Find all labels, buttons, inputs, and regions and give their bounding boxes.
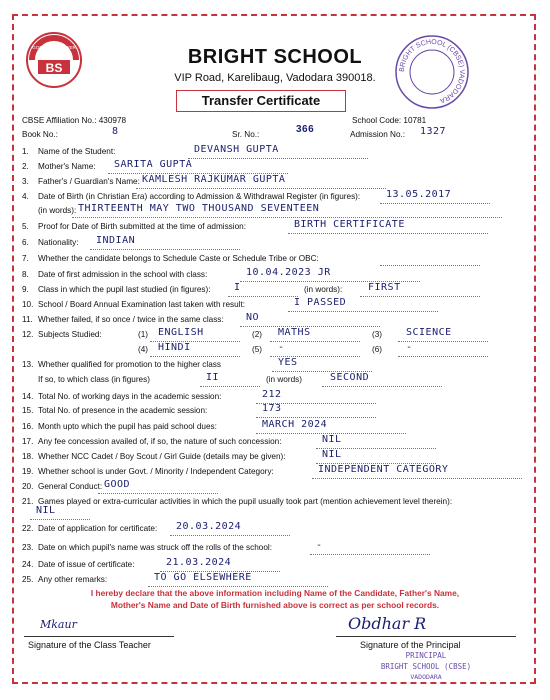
- row-number: 12.: [22, 330, 34, 339]
- teacher-signature-label: Signature of the Class Teacher: [28, 640, 151, 650]
- row-value: INDIAN: [96, 235, 136, 246]
- row-number: 4.: [22, 192, 29, 201]
- fill-line: [288, 233, 488, 234]
- row-value-words: FIRST: [368, 282, 401, 293]
- logo-motto: GOOD WILL POWER: [32, 45, 76, 50]
- row-value: 20.03.2024: [176, 521, 242, 532]
- subject-number: (5): [252, 345, 263, 354]
- row-label: Date of issue of certificate:: [38, 560, 135, 569]
- row-label: Any fee concession availed of, if so, the nature of such concession:: [38, 437, 282, 446]
- row-value: KAMLESH RAJKUMAR GUPTA: [142, 174, 286, 185]
- principal-signature-line: [336, 636, 516, 637]
- row-value: -: [316, 540, 323, 551]
- fill-line: [200, 386, 260, 387]
- row-value: YES: [278, 357, 298, 368]
- declaration-line-1: I hereby declare that the above information including Name of the Candidate, Father's Name,: [90, 588, 460, 598]
- row-value: BIRTH CERTIFICATE: [294, 219, 405, 230]
- row-label: Whether the candidate belongs to Schedule Caste or Schedule Tribe or OBC:: [38, 254, 319, 263]
- row-number: 21.: [22, 497, 34, 506]
- row-value: NO: [246, 312, 260, 323]
- fill-line: [310, 554, 430, 555]
- row-label: General Conduct:: [38, 482, 103, 491]
- row-label: Total No. of working days in the academic session:: [38, 392, 222, 401]
- row-label: Whether NCC Cadet / Boy Scout / Girl Guide (details may be given):: [38, 452, 286, 461]
- stamp-text: BRIGHT SCHOOL (CBSE) VADODARA: [398, 38, 466, 104]
- fill-line: [148, 586, 328, 587]
- row-label: Class in which the pupil last studied (in figures):: [38, 285, 211, 294]
- row-label: Whether failed, if so once / twice in the same class:: [38, 315, 224, 324]
- affiliation-label: CBSE Affiliation No.: 430978: [22, 116, 127, 125]
- row-value: 21.03.2024: [166, 557, 232, 568]
- principal-stamp-line-2: BRIGHT SCHOOL (CBSE): [380, 662, 472, 671]
- row-label: Whether qualified for promotion to the higher class: [38, 360, 221, 369]
- row-number: 23.: [22, 543, 34, 552]
- row-number: 3.: [22, 177, 29, 186]
- row-number: 22.: [22, 524, 34, 533]
- fill-line: [170, 535, 290, 536]
- fill-line: [270, 356, 360, 357]
- logo-text: BS: [45, 61, 63, 75]
- fill-line: [312, 478, 522, 479]
- school-name: BRIGHT SCHOOL: [187, 46, 363, 68]
- fill-line: [90, 249, 240, 250]
- row-number: 20.: [22, 482, 34, 491]
- fill-line: [72, 217, 502, 218]
- fill-line: [256, 417, 376, 418]
- subject-value: ENGLISH: [158, 327, 204, 338]
- subject-number: (2): [252, 330, 263, 339]
- row-label: If so, to which class (in figures): [38, 375, 150, 384]
- row-value: NIL: [322, 449, 342, 460]
- fill-line: [322, 386, 442, 387]
- row-value: II: [206, 372, 220, 383]
- row-number: 2.: [22, 162, 29, 171]
- subject-value: SCIENCE: [406, 327, 452, 338]
- subject-value: HINDI: [158, 342, 191, 353]
- row-label: Whether school is under Govt. / Minority / Independent Category:: [38, 467, 274, 476]
- row-number: 1.: [22, 147, 29, 156]
- row-value: DEVANSH GUPTA: [194, 144, 279, 155]
- certificate-title: Transfer Certificate: [176, 90, 346, 112]
- school-code-label: School Code: 10781: [352, 116, 427, 125]
- row-number: 5.: [22, 222, 29, 231]
- book-value: 8: [112, 126, 119, 137]
- fill-line: [188, 158, 368, 159]
- row-number: 24.: [22, 560, 34, 569]
- row-label: Mother's Name:: [38, 162, 96, 171]
- row-number: 18.: [22, 452, 34, 461]
- principal-signature: Obdhar R: [348, 614, 427, 633]
- fill-line: [360, 296, 480, 297]
- row-label: Proof for Date of Birth submitted at the time of admission:: [38, 222, 246, 231]
- school-address: VIP Road, Karelibaug, Vadodara 390018.: [174, 72, 376, 84]
- row-label: Date of first admission in the school with class:: [38, 270, 208, 279]
- principal-stamp-line-3: VADODARA: [410, 673, 442, 681]
- subject-number: (3): [372, 330, 383, 339]
- row-value: THIRTEENTH MAY TWO THOUSAND SEVENTEEN: [78, 203, 320, 214]
- sr-label: Sr. No.:: [232, 130, 260, 139]
- row-label-words: (in words): [266, 375, 302, 384]
- row-label: Nationality:: [38, 238, 79, 247]
- row-value-words: SECOND: [330, 372, 370, 383]
- row-number: 17.: [22, 437, 34, 446]
- declaration-line-2: Mother's Name and Date of Birth furnished above is correct as per school records.: [110, 600, 440, 610]
- admission-label: Admission No.:: [350, 130, 406, 139]
- row-number: 13.: [22, 360, 34, 369]
- subject-number: (4): [138, 345, 149, 354]
- fill-line: [30, 519, 90, 520]
- row-value: I: [234, 282, 241, 293]
- row-value: TO GO ELSEWHERE: [154, 572, 252, 583]
- fill-line: [136, 188, 386, 189]
- row-number: 6.: [22, 238, 29, 247]
- row-value: 13.05.2017: [386, 189, 452, 200]
- row-number: 8.: [22, 270, 29, 279]
- row-number: 16.: [22, 422, 34, 431]
- principal-signature-label: Signature of the Principal: [360, 640, 461, 650]
- admission-value: 1327: [420, 126, 447, 137]
- row-label: Father's / Guardian's Name:: [38, 177, 140, 186]
- row-label: Subjects Studied:: [38, 330, 102, 339]
- row-value: GOOD: [104, 479, 131, 490]
- subject-value: -: [406, 342, 413, 353]
- row-label: School / Board Annual Examination last taken with result:: [38, 300, 246, 309]
- fill-line: [150, 356, 240, 357]
- sr-value: 366: [296, 124, 315, 135]
- row-label: Any other remarks:: [38, 575, 108, 584]
- row-value: MARCH 2024: [262, 419, 328, 430]
- subject-number: (6): [372, 345, 383, 354]
- row-value: I PASSED: [294, 297, 347, 308]
- row-number: 19.: [22, 467, 34, 476]
- fill-line: [380, 265, 480, 266]
- row-value: NIL: [36, 505, 56, 516]
- row-label: Date of Birth (in Christian Era) according to Admission & Withdrawal Register (in figures):: [38, 192, 361, 201]
- subject-value: -: [278, 342, 285, 353]
- row-value: INDEPENDENT CATEGORY: [318, 464, 449, 475]
- book-label: Book No.:: [22, 130, 58, 139]
- row-number: 9.: [22, 285, 29, 294]
- fill-line: [398, 356, 488, 357]
- row-label: Games played or extra-curricular activities in which the pupil usually took part (mention achievement level therein):: [38, 497, 453, 506]
- row-label: Name of the Student:: [38, 147, 116, 156]
- teacher-signature: Mkaur: [40, 618, 77, 631]
- row-number: 15.: [22, 406, 34, 415]
- row-label: Total No. of presence in the academic session:: [38, 406, 208, 415]
- fill-line: [288, 311, 438, 312]
- row-value: SARITA GUPTA: [114, 159, 193, 170]
- fill-line: [228, 296, 298, 297]
- row-label: Date on which pupil's name was struck off the rolls of the school:: [38, 543, 272, 552]
- row-number: 7.: [22, 254, 29, 263]
- row-number: 25.: [22, 575, 34, 584]
- fill-line: [98, 493, 218, 494]
- principal-stamp-line-1: PRINCIPAL: [405, 651, 447, 660]
- school-stamp: [392, 32, 472, 112]
- row-value: 212: [262, 389, 282, 400]
- row-label: Month upto which the pupil has paid school dues:: [38, 422, 217, 431]
- row-number: 10.: [22, 300, 34, 309]
- teacher-signature-line: [24, 636, 174, 637]
- row-label: (in words):: [38, 206, 77, 215]
- subject-value: MATHS: [278, 327, 311, 338]
- subject-number: (1): [138, 330, 149, 339]
- row-value: 173: [262, 403, 282, 414]
- row-label-words: (in words):: [304, 285, 343, 294]
- row-value: 10.04.2023 JR: [246, 267, 331, 278]
- row-number: 14.: [22, 392, 34, 401]
- row-number: 11.: [22, 315, 33, 324]
- fill-line: [380, 203, 490, 204]
- row-label: Date of application for certificate:: [38, 524, 158, 533]
- row-value: NIL: [322, 434, 342, 445]
